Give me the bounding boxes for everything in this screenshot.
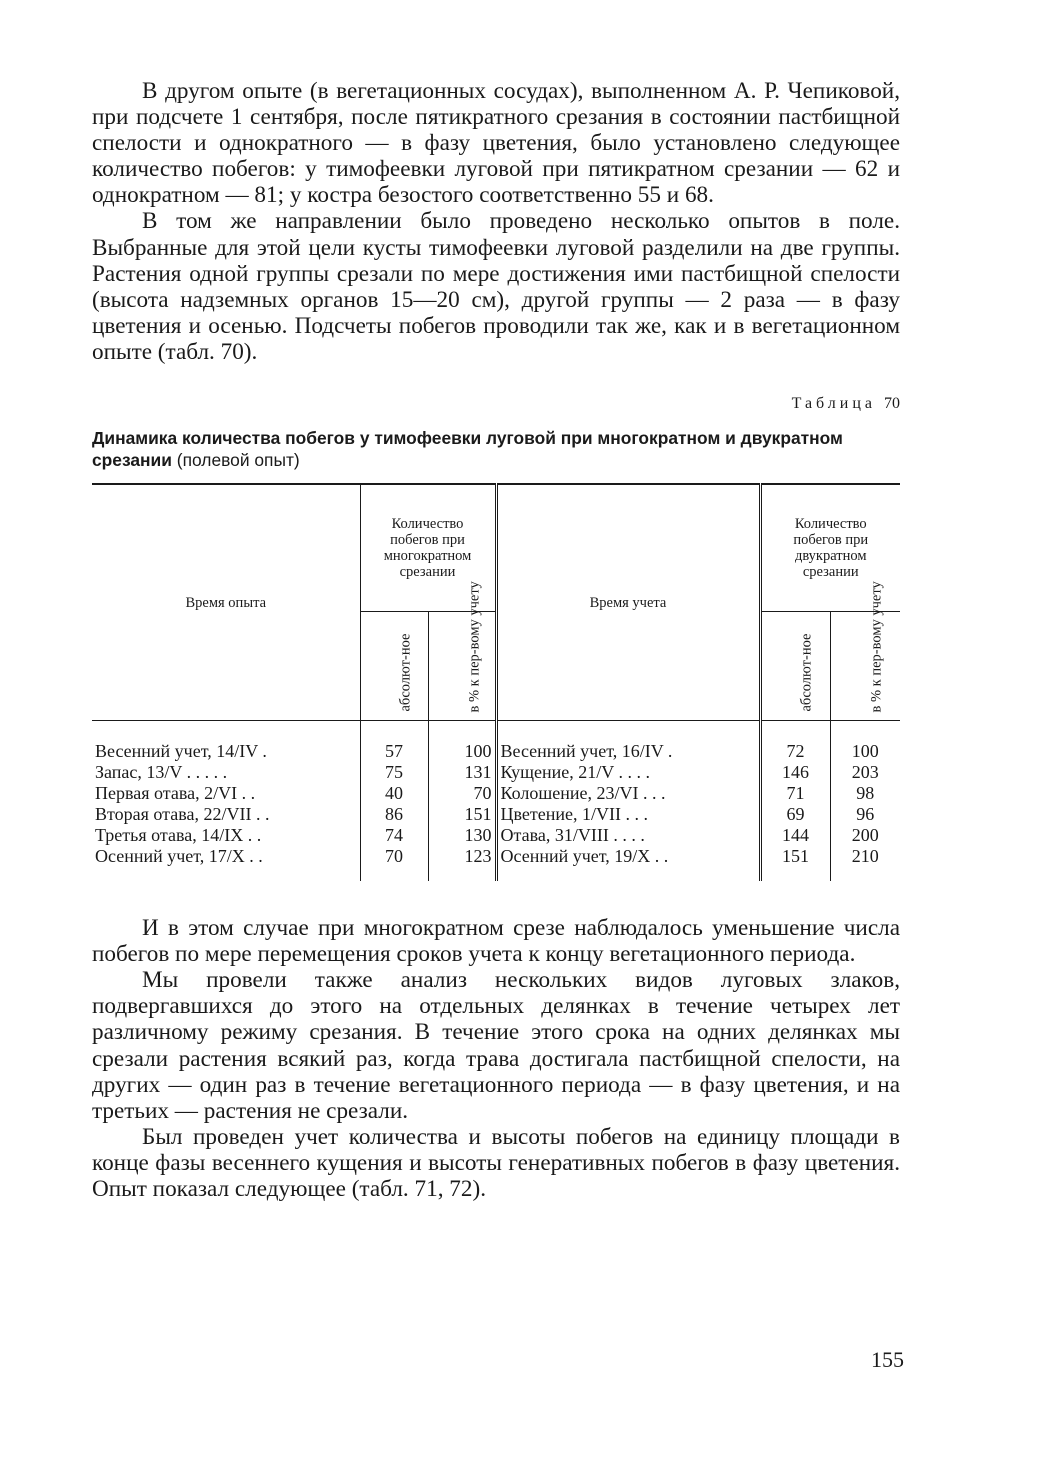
cell-abs1: 40: [360, 783, 428, 804]
cell-abs1: 75: [360, 762, 428, 783]
cell-pct1: 123: [428, 846, 496, 881]
header-time-of-experiment: Время опыта: [92, 484, 360, 721]
table-row: [92, 825, 900, 846]
paragraph-1: В другом опыте (в вегетационных сосудах), выполненном А. Р. Чепиковой, при подсчете 1 сентября, после пятикратного срезания в состоянии пастбищной спелости и однократного — в фазу цветения, было установлено следующее количество побегов: у тимофеевки луговой при пятикратном срезании — 62 и однократном — 81; у костра безостого соответственно 55 и 68.: [92, 78, 900, 209]
cell-time2: Отава, 31/VIII . . . .: [496, 825, 760, 846]
table-caption-bold: Динамика количества побегов у тимофеевки луговой при многократном и двукратном срезании: [92, 428, 843, 471]
cell-time2: Осенний учет, 19/X . .: [496, 846, 760, 881]
table-caption-note: (полевой опыт): [176, 450, 300, 471]
paragraph-5: Был проведен учет количества и высоты побегов на единицу площади в конце фазы весеннего кущения и высоты генеративных побегов в фазу цветения. Опыт показал следующее (табл. 71, 72).: [92, 1123, 900, 1202]
cell-pct2: 98: [830, 783, 900, 804]
header-percent-1: в % к пер-вому учету: [428, 612, 496, 721]
paragraph-2: В том же направлении было проведено несколько опытов в поле. Выбранные для этой цели кусты тимофеевки луговой разделили на две группы. Растения одной группы срезали по мере достижения ими пастбищной спелости (высота надземных органов 15—20 см), другой группы — 2 раза — в фазу цветения и осенью. Подсчеты побегов проводили так же, как и в вегетационном опыте (табл. 70).: [92, 208, 900, 365]
cell-pct2: 100: [830, 721, 900, 763]
header-absolute-1: абсолют-ное: [360, 612, 428, 721]
table-row: [92, 721, 900, 763]
cell-abs2: 72: [760, 721, 830, 763]
cell-abs1: 74: [360, 825, 428, 846]
cell-abs2: 151: [760, 846, 830, 881]
header-double-cut-text: Количество побегов при двукратном срезании: [793, 516, 869, 581]
cell-abs2: 69: [760, 804, 830, 825]
cell-time1: Запас, 13/V . . . . .: [95, 762, 228, 783]
cell-time2: Весенний учет, 16/IV .: [496, 721, 760, 763]
header-absolute-2: абсолют-ное: [760, 612, 830, 721]
table-row: [92, 783, 900, 804]
cell-pct1: 151: [428, 804, 496, 825]
cell-abs1: 57: [360, 721, 428, 763]
table-caption: [92, 427, 900, 471]
text-after-table: [92, 915, 900, 1202]
cell-pct2: 96: [830, 804, 900, 825]
paragraph-4: Мы провели также анализ нескольких видов луговых злаков, подвергавшихся до этого на отдельных делянках в течение четырех лет различному режиму срезания. В течение этого срока на одних делянках мы срезали растения всякий раз, когда трава достигала пастбищной спелости, на других — один раз в течение вегетационного периода — в фазу цветения, и на третьих — растения не срезали.: [92, 967, 900, 1124]
header-percent-2: в % к пер-вому учету: [830, 612, 900, 721]
header-time-of-count: Время учета: [496, 484, 760, 721]
cell-pct1: 130: [428, 825, 496, 846]
header-multi-cut-text: Количество побегов при многократном срезании: [383, 516, 472, 581]
cell-pct1: 100: [428, 721, 496, 763]
paragraph-3: И в этом случае при многократном срезе наблюдалось уменьшение числа побегов по мере перемещения сроков учета к концу вегетационного периода.: [92, 915, 900, 968]
cell-pct2: 210: [830, 846, 900, 881]
cell-time2: Колошение, 23/VI . . .: [496, 783, 760, 804]
cell-abs1: 70: [360, 846, 428, 881]
cell-time2: Кущение, 21/V . . . .: [496, 762, 760, 783]
table-row: [92, 846, 900, 881]
shoots-table: [92, 483, 900, 881]
cell-pct2: 200: [830, 825, 900, 846]
cell-pct1: 70: [428, 783, 496, 804]
cell-time2: Цветение, 1/VII . . .: [496, 804, 760, 825]
cell-abs2: 146: [760, 762, 830, 783]
page-number: 155: [871, 1347, 904, 1372]
table-label-number: 70: [884, 395, 900, 413]
cell-time1: Третья отава, 14/IX . .: [95, 825, 262, 846]
cell-abs2: 71: [760, 783, 830, 804]
table-label: [92, 395, 900, 413]
cell-abs1: 86: [360, 804, 428, 825]
cell-abs2: 144: [760, 825, 830, 846]
page-body: [92, 78, 900, 1202]
table-row: [92, 762, 900, 783]
cell-time1: Вторая отава, 22/VII . .: [95, 804, 270, 825]
cell-time1: Весенний учет, 14/IV .: [95, 741, 267, 762]
cell-time1: Первая отава, 2/VI . .: [95, 783, 256, 804]
table-label-word: Таблица: [791, 395, 876, 413]
table-row: [92, 804, 900, 825]
cell-time1: Осенний учет, 17/X . .: [95, 846, 263, 867]
cell-pct1: 131: [428, 762, 496, 783]
cell-pct2: 203: [830, 762, 900, 783]
